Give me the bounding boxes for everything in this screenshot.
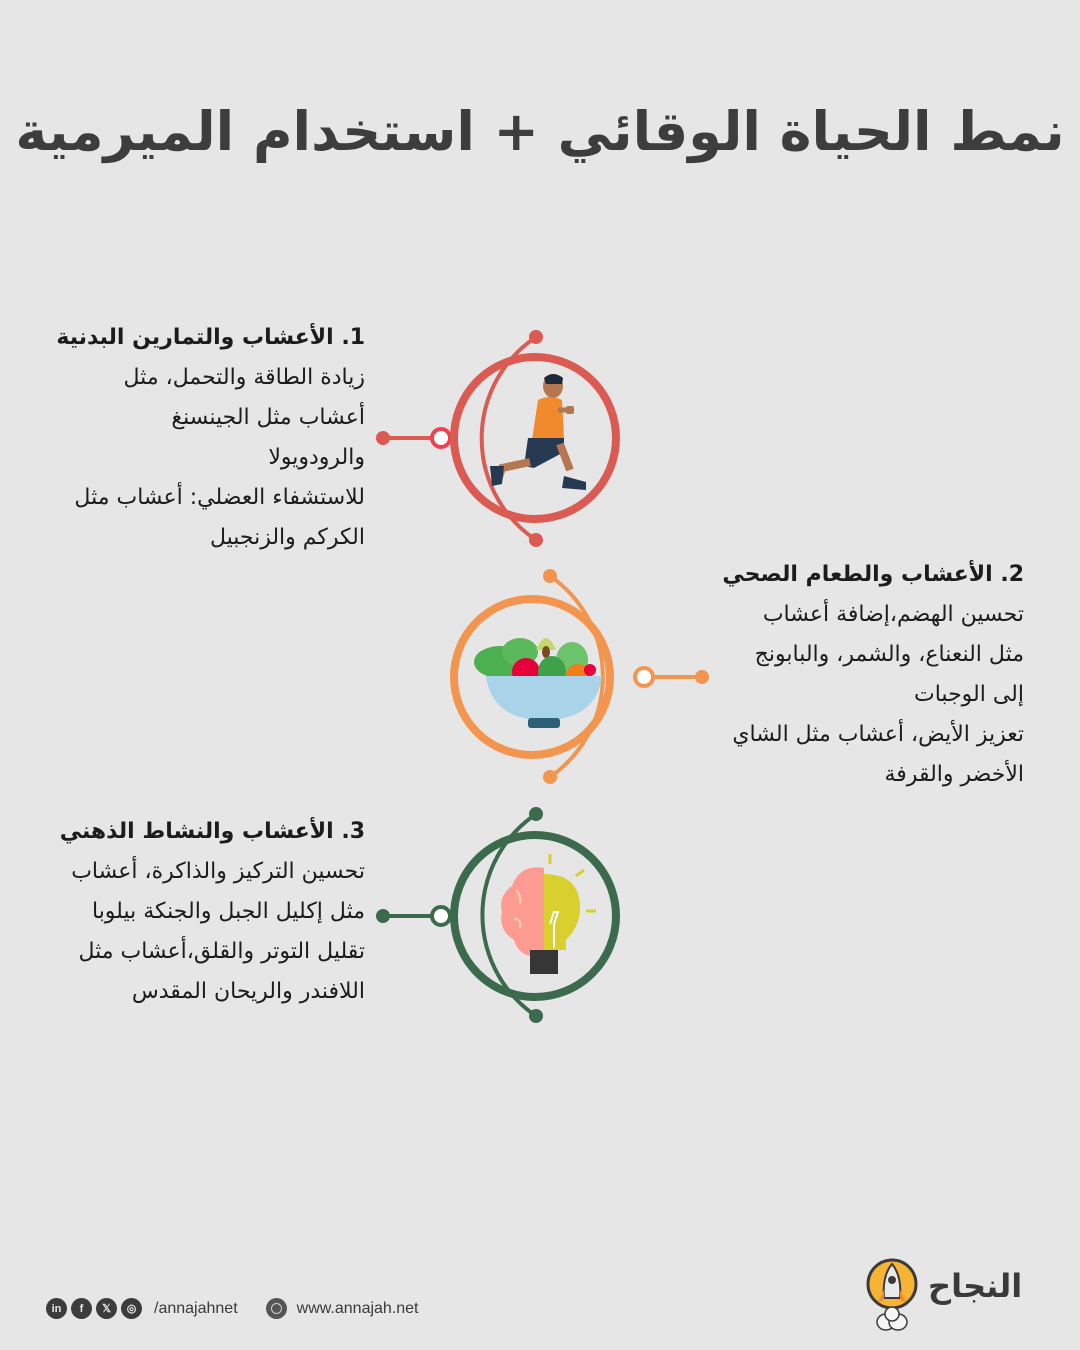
section-mental xyxy=(60,812,365,1012)
brand-logo xyxy=(866,1256,1022,1336)
section-line: تقليل التوتر والقلق،أعشاب مثل xyxy=(78,939,365,964)
brain-lightbulb-icon xyxy=(501,854,596,974)
exercise-person-icon xyxy=(490,374,586,490)
section-line: اللافندر والريحان المقدس xyxy=(131,979,365,1004)
section-heading: 1. الأعشاب والتمارين البدنية xyxy=(56,325,365,350)
linkedin-icon[interactable]: in xyxy=(46,1298,67,1319)
x-twitter-icon[interactable]: 𝕏 xyxy=(96,1298,117,1319)
section-line: تحسين الهضم،إضافة أعشاب xyxy=(762,602,1024,627)
facebook-icon[interactable]: f xyxy=(71,1298,92,1319)
website-url: www.annajah.net xyxy=(296,1299,419,1317)
section-line: تعزيز الأيض، أعشاب مثل الشاي xyxy=(732,722,1024,747)
section-line: زيادة الطاقة والتحمل، مثل xyxy=(123,365,365,390)
section-heading: 2. الأعشاب والطعام الصحي xyxy=(722,562,1024,587)
section-heading: 3. الأعشاب والنشاط الذهني xyxy=(59,819,365,844)
page-title: نمط الحياة الوقائي + استخدام الميرمية xyxy=(15,100,1065,163)
section-line: أعشاب مثل الجينسنغ xyxy=(171,405,365,430)
instagram-icon[interactable]: ◎ xyxy=(121,1298,142,1319)
website-link[interactable] xyxy=(266,1298,419,1319)
food-node-graphic xyxy=(440,560,720,790)
exercise-node-graphic xyxy=(370,320,640,560)
logo-text: النجاح xyxy=(928,1267,1023,1305)
section-line: إلى الوجبات xyxy=(914,682,1024,707)
section-line: الأخضر والقرفة xyxy=(884,762,1024,787)
salad-bowl-icon xyxy=(474,638,602,728)
rocket-logo-icon xyxy=(866,1256,918,1336)
section-line: تحسين التركيز والذاكرة، أعشاب xyxy=(71,859,365,884)
footer-social xyxy=(46,1298,419,1319)
section-line: للاستشفاء العضلي: أعشاب مثل xyxy=(74,485,365,510)
section-line: مثل النعناع، والشمر، والبابونج xyxy=(754,642,1024,667)
section-food xyxy=(722,555,1024,795)
section-line: الكركم والزنجبيل xyxy=(209,525,365,550)
section-line: مثل إكليل الجبل والجنكة بيلوبا xyxy=(91,899,365,924)
mental-node-graphic xyxy=(370,800,640,1030)
section-exercise xyxy=(56,318,365,558)
section-line: والرودويولا xyxy=(268,445,365,470)
social-handle[interactable]: /annajahnet xyxy=(154,1299,238,1317)
globe-icon xyxy=(266,1298,287,1319)
